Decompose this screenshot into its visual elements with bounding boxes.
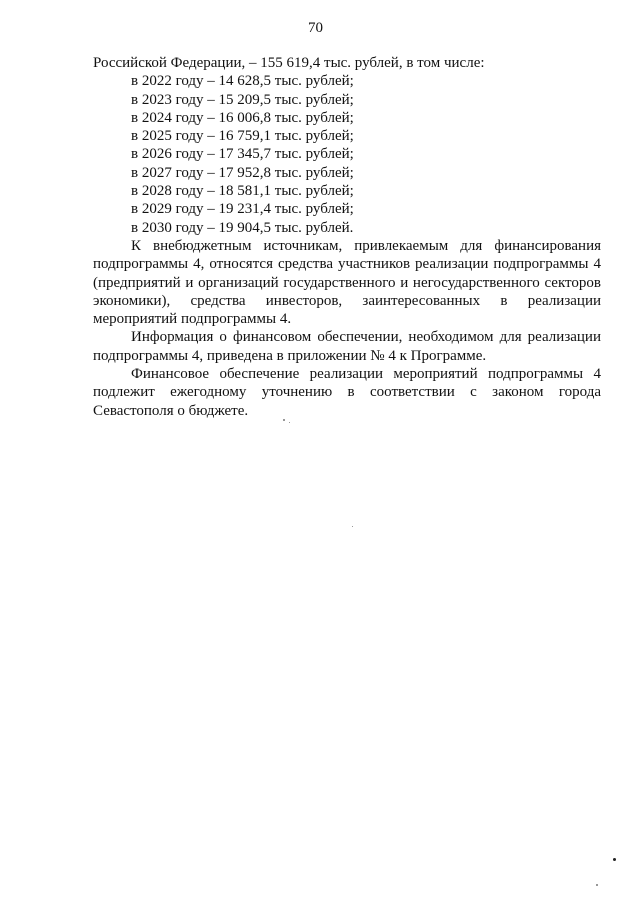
year-line-2030: в 2030 году – 19 904,5 тыс. рублей. xyxy=(131,219,354,236)
yearly-funding-list xyxy=(93,72,601,237)
scan-speck xyxy=(283,419,285,421)
intro-line: Российской Федерации, – 155 619,4 тыс. рублей, в том числе: xyxy=(93,55,485,71)
year-line-2024: в 2024 году – 16 006,8 тыс. рублей; xyxy=(131,109,354,126)
scan-speck xyxy=(352,526,353,527)
year-line-2027: в 2027 году – 17 952,8 тыс. рублей; xyxy=(131,164,354,181)
scan-speck xyxy=(289,422,290,423)
paragraph-funding-info: Информация о финансовом обеспечении, необходимом для реализации подпрограммы 4, приведена в приложении № 4 к Программе. xyxy=(93,329,601,364)
year-line-2025: в 2025 году – 16 759,1 тыс. рублей; xyxy=(131,128,354,145)
scan-speck xyxy=(613,858,616,861)
paragraph-extrabudgetary-sources: К внебюджетным источникам, привлекаемым для финансирования подпрограммы 4, относятся средства участников реализации подпрограммы 4 (предприятий и организаций государственного и негосударственного секторов экономики), средства инвесторов, заинтересованных в реализации мероприятий подпрограммы 4. xyxy=(93,237,601,328)
scan-speck xyxy=(596,884,598,886)
paragraph-annual-adjustment: Финансовое обеспечение реализации мероприятий подпрограммы 4 подлежит ежегодному уточнению в соответствии с законом города Севастополя о бюджете. xyxy=(93,366,601,419)
year-line-2026: в 2026 году – 17 345,7 тыс. рублей; xyxy=(131,146,354,163)
year-line-2022: в 2022 году – 14 628,5 тыс. рублей; xyxy=(131,73,354,90)
page-number: 70 xyxy=(308,20,323,36)
document-body xyxy=(93,54,601,420)
year-line-2023: в 2023 году – 15 209,5 тыс. рублей; xyxy=(131,91,354,108)
year-line-2028: в 2028 году – 18 581,1 тыс. рублей; xyxy=(131,183,354,200)
year-line-2029: в 2029 году – 19 231,4 тыс. рублей; xyxy=(131,201,354,218)
